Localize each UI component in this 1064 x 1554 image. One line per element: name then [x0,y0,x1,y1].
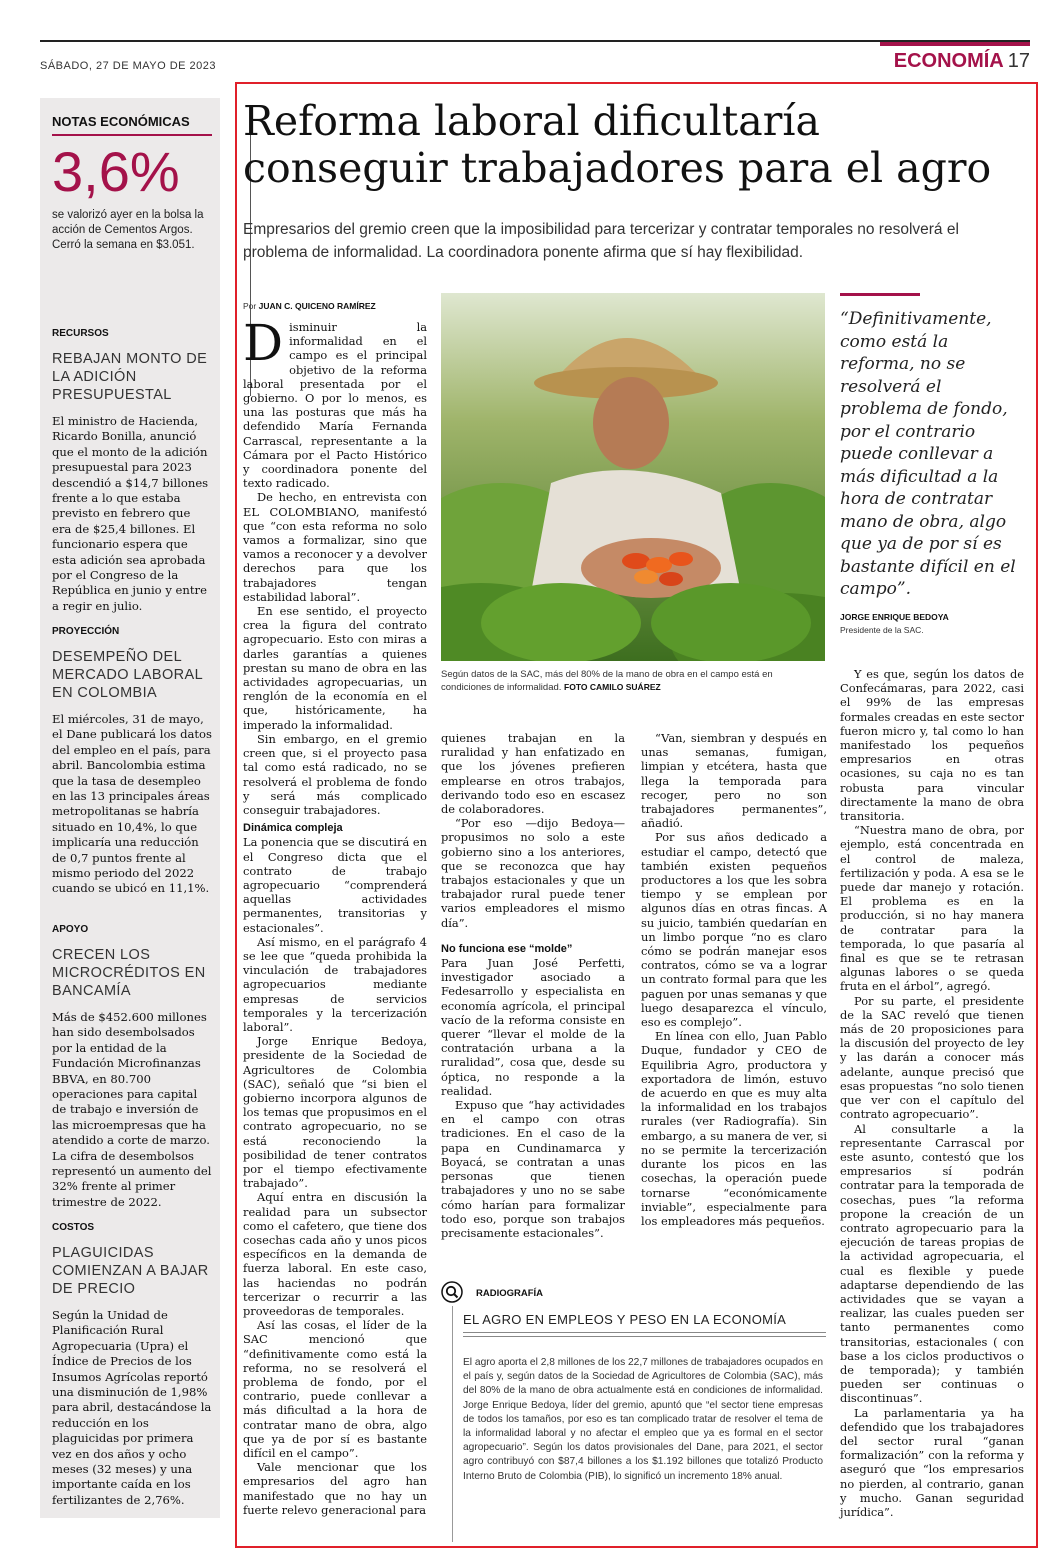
photo-credit: FOTO CAMILO SUÁREZ [564,682,661,692]
byline [243,301,376,311]
subhead: No funciona ese “molde” [441,942,573,955]
quote-author-role: Presidente de la SAC. [840,625,924,635]
lead-paragraph: isminuir la informalidad en el campo es el principal objetivo de la reforma laboral presentada por el gobierno. O por lo menos, es una las posturas que más ha defendido María Fernanda Carrascal, representante a la Cámara por el Pacto Histórico y coordinadora ponente del texto radicado. [243,320,427,491]
note-headline: REBAJAN MONTO DE LA ADICIÓN PRESUPUESTAL [52,351,208,403]
note-category: COSTOS [52,1222,95,1233]
paragraph: Por su parte, el presidente de la SAC reveló que tienen más de 20 proposiciones para la discusión del proyecto de ley y las darán a conocer más adelante, aunque precisó que esas propuestas “no solo tienen que ver con el capítulo del contrato agropecuario”. [840,993,1024,1122]
quote-author: JORGE ENRIQUE BEDOYA [840,612,949,622]
magnifier-icon [441,1281,463,1303]
note-headline: CRECEN LOS MICROCRÉDITOS EN BANCAMÍA [52,947,206,999]
quote-rule [840,293,920,296]
paragraph: Y es que, según los datos de Confecámaras, para 2022, casi el 99% de las empresas formales creadas en este sector fueron micro y, tal como lo han manifestado los pequeños empresarios en otras ocasiones, su caja no es tan robusta para vincular directamente la mano de obra transitoria. [840,667,1024,824]
highlight-text: se valorizó ayer en la bolsa la acción de Cementos Argos. Cerró la semana en $3.051. [52,209,204,251]
paragraph: Así mismo, en el parágrafo 4 se lee que “queda prohibida la vinculación de trabajadores agropecuarios mediante empresas de servicios temporales y la tercerización laboral”. [243,934,427,1034]
paragraph: “Van, siembran y después en unas semanas, fumigan, limpian y etcétera, hasta que llega la temporada para recoger, pero no son trabajadores permanentes”, añadió. [641,731,827,831]
note-category: RECURSOS [52,328,109,339]
paragraph: Vale mencionar que los empresarios del agro han manifestado que no hay un fuerte relevo generacional para [243,1460,427,1517]
byline-prefix: Por [243,301,257,311]
paragraph: En línea con ello, Juan Pablo Duque, fundador y CEO de Equilibria Agro, productora y exportadora de limón, estuvo de acuerdo en que es muy alta la informalidad en los trabajos rurales (ver Radiografía). Sin embargo, a su manera de ver, si no se permite la tercerización durante los picos en las cosechas, la operación puede tornarse “económicamente inviable”, especialmente para los empleadores más pequeños. [641,1029,827,1228]
radiografia-text: El agro aporta el 2,8 millones de los 22,7 millones de trabajadores ocupados en el país y, según datos de la Sociedad de Agricultores de Colombia (SAC), más del 80% de la mano de obra actualmente está en condiciones de informalidad. Jorge Enrique Bedoya, líder del gremio, apuntó que “el sector tiene empresas de todos los tamaños, por eso es tan complicado tratar de resolver el tema de la informalidad laboral y no afectar el empleo que ya es formal en el sector agropecuario”. Según los datos provisionales del Dane, para 2021, el sector agro contribuyó con $87,4 billones a los $1.192 billones que totalizó Producto Interno Bruto de Colombia (PIB), lo significó un incremento 18% anual. [463,1357,823,1482]
article-headline: Reforma laboral dificultaría conseguir trabajadores para el agro [243,97,992,192]
byline-author: JUAN C. QUICENO RAMÍREZ [258,301,376,311]
paragraph: quienes trabajan en la ruralidad y han enfatizado en que los jóvenes prefieren emplearse en otros trabajos, derivando todo eso en escasez de colaboradores. [441,731,625,817]
paragraph: En ese sentido, el proyecto crea la figura del contrato agropecuario. Esto con miras a darles garantías a quienes prestan su mano de obra en las actividades agropecuarias, un renglón de la economía en el que, históricamente, ha imperado la informalidad. [243,604,427,732]
radiografia-rule [463,1332,826,1333]
paragraph: Así las cosas, el líder de la SAC mencionó que “definitivamente como está la reforma, no se resolverá el problema de fondo, por el contrario, puede conllevar a más dificultad a la hora de contratar mano de obra, algo que ya de por sí es bastante difícil en el campo”. [243,1318,427,1461]
section-name: ECONOMÍA [893,50,1004,72]
paragraph: Jorge Enrique Bedoya, presidente de la Sociedad de Agricultores de Colombia (SAC), señaló que “si bien el gobierno incorpora algunos de los temas que propusimos en el contrato agropecuario, no se está reconociendo la posibilidad de tener contratos por el tiempo efectivamente trabajado”. [243,1034,427,1191]
note-text: El ministro de Hacienda, Ricardo Bonilla, anunció que el monto de la adición presupuestal para 2023 descendió a $14,7 billones frente a lo que estaba previsto en febrero que era de $25,4 billones. El funcionario espera que esta adición sea aprobada por el Congreso de la República en junio y entre a regir en julio. [52,414,209,613]
note-category: APOYO [52,924,89,935]
note-text: Según la Unidad de Planificación Rural Agropecuaria (Upra) el Índice de Precios de los Insumos Agrícolas reportó una disminución de 1,98% para abril, destacándose la reducción en los plaguicidas por primera vez en dos años y ocho meses (32 meses) y una importante caída en los fertilizantes de 2,76%. [52,1308,212,1507]
paragraph: La ponencia que se discutirá en el Congreso dicta que el contrato de trabajo agropecuario “comprenderá aquellas actividades permanentes, transitorias y estacionales”. [243,835,427,935]
paragraph: Por sus años dedicado a estudiar el campo, detectó que también existen pequeños productores a los que les sobra tiempo y se emplean por algunos días en otras fincas. A su juicio, también quedarían en un limbo porque “no es claro cómo se podrán manejar esos contratos, cómo se va a lograr un contrato formal para que les paguen por unas semanas y que luego desaparezca el vínculo, eso es complejo”. [641,830,827,1030]
article-photo [441,293,825,661]
radiografia-label: RADIOGRAFÍA [476,1288,544,1299]
paragraph: Para Juan José Perfetti, investigador asociado a Fedesarrollo y especialista en economía agrícola, el principal vacío de la reforma consiste en querer “llevar el molde de la contratación urbana a la ruralidad”, cosa que, desde su óptica, no responde a la realidad. [441,956,625,1098]
paragraph: Al consultarle a la representante Carrascal por este asunto, contestó que los empresarios sí podrán contratar para la temporada de cosechas, pues “la reforma propone la creación de un contrato agropecuario para la ejecución de tareas propias de la actividad agropecuaria, el cual es flexible y puede adaptarse dependiendo de las actividades que se vayan a realizar, las cuales pueden ser tanto permanentes como transitorias, estacionales ( con base a los ciclos productivos o de temporada); y también pueden ser continuas o discontinuas”. [840,1121,1024,1406]
note-text: Más de $452.600 millones han sido desembolsados por la entidad de la Fundación Microfinanzas BBVA, en 80.700 operaciones para capital de trabajo e inversión de las microempresas que ha atendido a corte de marzo. La cifra de desembolsos representó un aumento del 32% frente al primer trimestre de 2022. [52,1010,212,1209]
paragraph: “Nuestra mano de obra, por ejemplo, está concentrada en el control de maleza, fertilización y poda. A esa se le puede dar manejo y rotación. El problema es en la producción, si no hay manera de contratar para la temporada, lo que pasaría al final es que se te retrasan algunas labores o se queda fruta en el árbol”, agregó. [840,823,1024,994]
article-column-3 [641,731,827,1228]
article-column-4 [840,667,1024,1519]
farmer-holding-peppers-image [441,293,825,661]
paragraph: “Por eso —dijo Bedoya— propusimos no solo a este gobierno sino a los anteriores, que se reconozca que hay trabajos estacionales y que un trabajador rural puede tener varios empleadores el mismo día”. [441,816,625,930]
radiografia-rule [463,1336,826,1337]
article-dek: Empresarios del gremio creen que la imposibilidad para tercerizar y contratar temporales no resolverá el problema de informalidad. La coordinadora ponente afirma que sí hay flexibilidad. [243,221,959,261]
highlight-figure: 3,6% [52,140,180,203]
economic-notes-sidebar [40,98,220,1518]
photo-caption [441,668,825,694]
paragraph: De hecho, en entrevista con EL COLOMBIANO, manifestó que “con esta reforma no solo vamos a formalizar, sino que vamos a reconocer y a devolver derechos para que los trabajadores tengan estabilidad laboral”. [243,490,427,604]
article-column-1 [243,314,427,1517]
paragraph: Expuso que “hay actividades en el campo con otras tradiciones. En el caso de la papa en Cundinamarca y Boyacá, se contratan a unas personas que tienen trabajadores y uno no se sabe cómo harían para formalizar todo eso, porque son trabajos precisamente estacionales”. [441,1098,625,1240]
caption-text: Según datos de la SAC, más del 80% de la mano de obra en el campo está en condiciones de informalidad. [441,669,773,693]
drop-cap: D [243,314,284,372]
section-rule [880,42,1030,46]
sidebar-title: NOTAS ECONÓMICAS [52,114,212,136]
paragraph: Sin embargo, en el gremio creen que, si el proyecto pasa tal como está radicado, no se resolverá el problema de fondo y será más complicado conseguir trabajadores. [243,731,427,817]
page-number: 17 [1007,50,1030,72]
note-text: El miércoles, 31 de mayo, el Dane publicará los datos del empleo en el país, para abril. Bancolombia estima que la tasa de desempleo en las 13 principales áreas metropolitanas se habría situado en 10,4%, lo que implicaría una reducción de 0,7 puntos frente al mismo periodo del 2022 cuando se ubicó en 11,1%. [52,712,212,896]
article-column-2 [441,731,625,1240]
pull-quote: “Definitivamente, como está la reforma, no se resolverá el problema de fondo, por el contrario puede conllevar a más dificultad a la hora de contratar mano de obra, algo que ya de por sí es bastante difícil en el campo”. [840,309,1016,599]
subhead: Dinámica compleja [243,822,343,835]
note-headline: DESEMPEÑO DEL MERCADO LABORAL EN COLOMBIA [52,649,203,701]
paragraph: La parlamentaria ya ha defendido que los trabajadores del sector rural “ganan formalización” con la reforma y aseguró que “los empresarios no pierden, al contrario, ganan y mucho. Ganan seguridad jurídica”. [840,1405,1024,1519]
note-category: PROYECCIÓN [52,626,120,637]
radiografia-title: EL AGRO EN EMPLEOS Y PESO EN LA ECONOMÍA [463,1312,787,1327]
paragraph: Aquí entra en discusión la realidad para un subsector como el cafetero, que tiene dos cosechas cada año y unos picos específicos en la demanda de fuerza laboral. En este caso, las haciendas no podrán tercerizar o recurrir a las proveedoras de temporales. [243,1190,427,1319]
note-headline: PLAGUICIDAS COMIENZAN A BAJAR DE PRECIO [52,1245,209,1297]
section-title [894,50,1030,73]
edition-date: SÁBADO, 27 DE MAYO DE 2023 [40,60,217,72]
